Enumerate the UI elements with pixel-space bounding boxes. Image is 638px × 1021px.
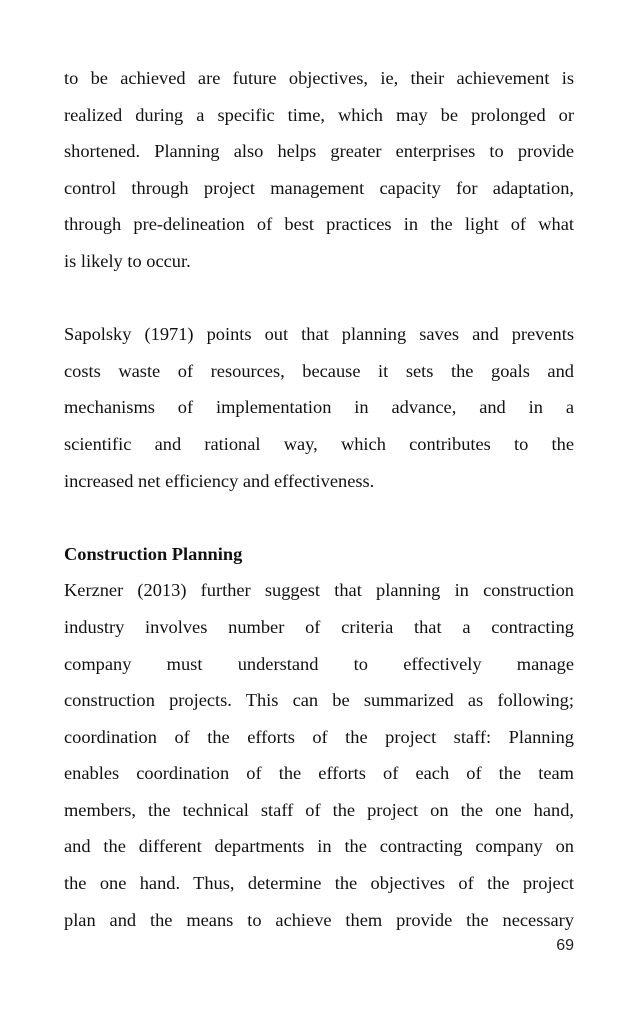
text-line: costs waste of resources, because it sets the goals and	[64, 360, 574, 381]
paragraph-spacer	[64, 280, 574, 317]
text-line: scientific and rational way, which contributes to the	[64, 433, 574, 454]
page-body	[64, 60, 574, 938]
text-line: coordination of the efforts of the project staff: Planning	[64, 726, 574, 747]
page-number: 69	[556, 937, 574, 954]
text-line: plan and the means to achieve them provide the necessary	[64, 909, 574, 930]
text-line: members, the technical staff of the project on the one hand,	[64, 799, 574, 820]
text-line: Sapolsky (1971) points out that planning saves and prevents	[64, 324, 574, 345]
paragraph-1	[64, 60, 574, 280]
text-line: company must understand to effectively manage	[64, 653, 574, 674]
text-line: realized during a specific time, which may be prolonged or	[64, 104, 574, 125]
section-heading: Construction Planning	[64, 543, 243, 564]
text-line: construction projects. This can be summarized as following;	[64, 690, 574, 711]
text-line: shortened. Planning also helps greater enterprises to provide	[64, 141, 574, 162]
paragraph-2	[64, 316, 574, 499]
paragraph-spacer	[64, 499, 574, 536]
text-line: increased net efficiency and effectiveness.	[64, 470, 375, 491]
text-line: mechanisms of implementation in advance, and in a	[64, 397, 574, 418]
text-line: the one hand. Thus, determine the objectives of the project	[64, 873, 574, 894]
text-line: control through project management capacity for adaptation,	[64, 177, 574, 198]
text-line: to be achieved are future objectives, ie, their achievement is	[64, 68, 574, 88]
text-line: enables coordination of the efforts of each of the team	[64, 763, 574, 784]
text-line: and the different departments in the contracting company on	[64, 836, 574, 857]
text-line: is likely to occur.	[64, 250, 191, 271]
paragraph-3	[64, 572, 574, 938]
text-line: industry involves number of criteria that a contracting	[64, 616, 574, 637]
text-line: Kerzner (2013) further suggest that planning in construction	[64, 580, 574, 601]
text-line: through pre-delineation of best practices in the light of what	[64, 214, 574, 235]
